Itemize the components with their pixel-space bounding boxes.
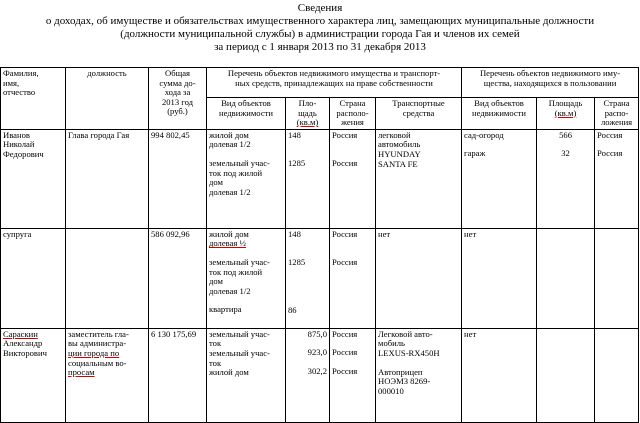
row1-fio: Иванов Николай Федорович [1,129,66,228]
table-row [1,129,639,228]
row3-fio: Сараскин Александр Викторович [1,328,66,422]
header-owned-group: Перечень объектов недвижимого имущества и транспорт- ных средств, принадлежащих на праве собственности [207,68,462,98]
row1-u-areas: 566 32 [537,129,595,228]
header-vehicles: Транспортные средства [376,98,462,130]
row3-position: заместитель гла- вы администра- ции города по социальным во- просам [66,328,149,422]
row2-position [66,228,149,328]
doc-period: за период с 1 января 2013 по 31 декабря 2013 [214,41,426,53]
row1-countries: Россия Россия [330,129,376,228]
table-row [1,328,639,422]
row3-countries: Россия Россия Россия [330,328,376,422]
row3-income: 6 130 175,69 [149,328,207,422]
row1-income: 994 802,45 [149,129,207,228]
row1-areas: 148 1285 [286,129,330,228]
header-row-1 [1,68,639,98]
header-position: должность [66,68,149,130]
row2-fio: супруга [1,228,66,328]
row1-objects: жилой дом долевая 1/2 земельный учас- ток под жилой дом долевая 1/2 [207,129,286,228]
header-fio: Фамилия, имя, отчество [1,68,66,130]
row2-u-countries [595,228,639,328]
doc-subtitle-line-2: (должности муниципальной службы) в администрации города Гая и членов их семей [120,28,520,40]
row1-position: Глава города Гая [66,129,149,228]
header-country: Страна располо- жения [330,98,376,130]
doc-title: Сведения [297,2,343,14]
row2-u-areas [537,228,595,328]
row2-u-objects: нет [462,228,537,328]
row3-objects: земельный учас- ток земельный учас- ток жилой дом [207,328,286,422]
header-u-country: Страна распо- ложения [595,98,639,130]
row3-vehicles: Легковой авто- мобиль LEXUS-RX450H Автоприцеп НОЭМЗ 8269- 000010 [376,328,462,422]
row1-vehicles: легковой автомобиль HYUNDAY SANTA FE [376,129,462,228]
header-u-obj-type: Вид объектов недвижимости [462,98,537,130]
header-obj-type: Вид объектов недвижимости [207,98,286,130]
header-income: Общая сумма до- хода за 2013 год (руб.) [149,68,207,130]
row3-u-countries [595,328,639,422]
row1-u-countries: Россия Россия [595,129,639,228]
header-used-group: Перечень объектов недвижимого иму- щества, находящихся в пользовании [462,68,639,98]
row2-objects: жилой дом долевая ½ земельный учас- ток под жилой дом долевая 1/2 квартира [207,228,286,328]
doc-subtitle-line-1: о доходах, об имуществе и обязательствах имущественного характера лиц, замещающих муниципальные должности [45,15,595,27]
row2-countries: Россия Россия [330,228,376,328]
table-row [1,228,639,328]
row2-areas: 148 1285 86 [286,228,330,328]
header-u-area: Площадь (кв.м) [537,98,595,130]
row2-income: 586 092,96 [149,228,207,328]
row2-vehicles: нет [376,228,462,328]
row3-u-objects: нет [462,328,537,422]
header-area: Пло- щадь (кв.м) [286,98,330,130]
row3-u-areas [537,328,595,422]
row3-areas: 875,0 923,0 302,2 [286,328,330,422]
row1-u-objects: сад-огород гараж [462,129,537,228]
declaration-table [0,67,639,423]
